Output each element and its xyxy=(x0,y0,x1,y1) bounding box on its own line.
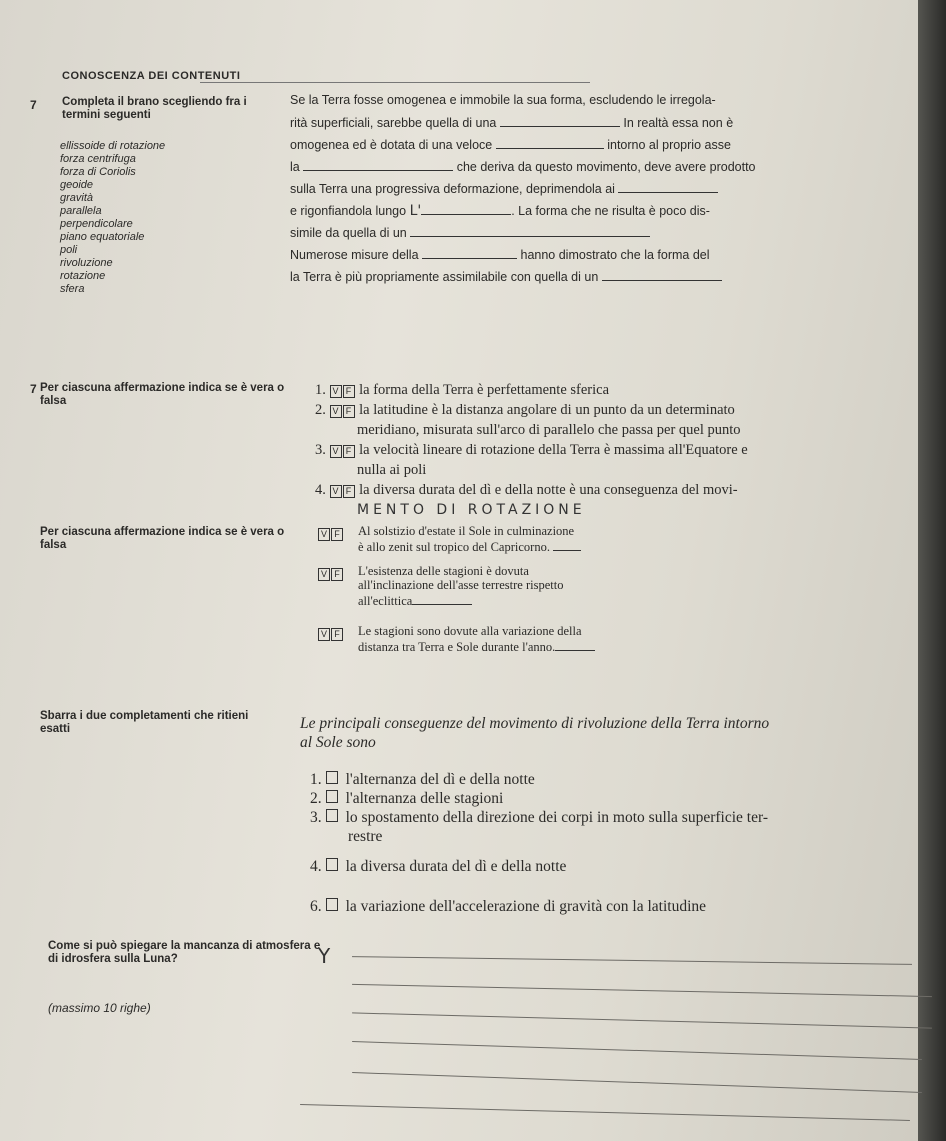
statement-row xyxy=(315,400,748,420)
cloze-text-segment: la xyxy=(290,160,300,174)
option-text: lo spostamento della direzione dei corpi in moto sulla superficie ter- xyxy=(345,809,768,826)
statement-row xyxy=(315,480,748,500)
item-number: 3. xyxy=(315,442,326,458)
blank-field[interactable] xyxy=(602,268,722,281)
question-instruction: Completa il brano scegliendo fra i termini seguenti xyxy=(62,96,247,121)
option-row xyxy=(310,827,768,857)
section-divider xyxy=(200,82,590,83)
statement-row xyxy=(315,420,748,440)
cloze-line xyxy=(290,114,756,136)
statement-text: all'eclittica xyxy=(358,594,413,608)
cloze-text-segment: la Terra è più propriamente assimilabile con quella di un xyxy=(290,270,599,284)
stem-text: al Sole sono xyxy=(300,734,376,751)
term-item: gravità xyxy=(60,192,94,204)
cloze-line xyxy=(290,268,756,290)
blank-field[interactable] xyxy=(500,114,620,127)
false-checkbox[interactable]: F xyxy=(343,405,355,418)
option-row xyxy=(310,897,768,916)
question-instruction: Sbarra i due completamenti che ritieni esatti xyxy=(40,710,249,735)
option-number: 6. xyxy=(310,898,322,915)
false-checkbox[interactable]: F xyxy=(331,528,343,541)
true-checkbox[interactable]: V xyxy=(318,628,330,641)
option-row xyxy=(310,770,768,789)
cloze-text-segment: Se la Terra fosse omogenea e immobile la sua forma, escludendo le irregola- xyxy=(290,93,716,107)
option-checkbox[interactable] xyxy=(326,809,338,822)
statement-text: all'inclinazione dell'asse terrestre rispetto xyxy=(358,578,564,592)
term-item: rivoluzione xyxy=(60,257,113,269)
true-checkbox[interactable]: V xyxy=(330,385,342,398)
handwritten-mark: L' xyxy=(409,203,422,219)
handwritten-answer xyxy=(315,500,748,522)
cloze-line xyxy=(290,158,756,180)
handwritten-text: MENTO DI ROTAZIONE xyxy=(357,502,586,518)
option-list xyxy=(310,770,768,916)
option-number: 4. xyxy=(310,858,322,875)
statement-text: la diversa durata del dì e della notte è una conseguenza del movi- xyxy=(359,482,738,498)
false-checkbox[interactable]: F xyxy=(343,485,355,498)
tf-box-pair xyxy=(318,526,344,541)
question-instruction: Per ciascuna affermazione indica se è vera o falsa xyxy=(40,526,285,551)
cloze-line xyxy=(290,246,756,268)
item-number: 4. xyxy=(315,482,326,498)
option-row xyxy=(310,857,768,897)
true-checkbox[interactable]: V xyxy=(330,405,342,418)
term-item: ellissoide di rotazione xyxy=(60,140,166,152)
option-number: 1. xyxy=(310,771,322,788)
answer-line[interactable] xyxy=(555,638,595,651)
item-number: 2. xyxy=(315,402,326,418)
option-checkbox[interactable] xyxy=(326,790,338,803)
statement xyxy=(358,564,563,608)
section-title: CONOSCENZA DEI CONTENUTI xyxy=(62,70,241,82)
cloze-text-segment: simile da quella di un xyxy=(290,226,407,240)
true-checkbox[interactable]: V xyxy=(318,568,330,581)
option-text: restre xyxy=(348,828,383,845)
true-checkbox[interactable]: V xyxy=(318,528,330,541)
statement-text: la forma della Terra è perfettamente sferica xyxy=(359,382,610,398)
blank-field[interactable] xyxy=(618,180,718,193)
term-item: forza centrifuga xyxy=(60,153,136,165)
term-item: parallela xyxy=(60,205,102,217)
question-number: 7 xyxy=(30,382,37,396)
statement-text: meridiano, misurata sull'arco di parallelo che passa per quel punto xyxy=(357,422,741,438)
blank-field[interactable] xyxy=(410,224,650,237)
statement-text: la velocità lineare di rotazione della Terra è massima all'Equatore e xyxy=(359,442,748,458)
tf-box-pair xyxy=(318,566,344,581)
cloze-text-segment: che deriva da questo movimento, deve avere prodotto xyxy=(456,160,756,174)
cloze-line xyxy=(290,136,756,158)
cloze-text xyxy=(290,92,756,290)
item-number: 1. xyxy=(315,382,326,398)
term-item: perpendicolare xyxy=(60,218,133,230)
false-checkbox[interactable]: F xyxy=(331,628,343,641)
option-checkbox[interactable] xyxy=(326,858,338,871)
option-number: 3. xyxy=(310,809,322,826)
statement-row xyxy=(315,440,748,460)
statement xyxy=(358,524,581,554)
term-item: sfera xyxy=(60,283,85,295)
term-item: piano equatoriale xyxy=(60,231,145,243)
term-item: geoide xyxy=(60,179,94,191)
statement xyxy=(358,624,595,654)
statement-text: distanza tra Terra e Sole durante l'anno. xyxy=(358,640,556,654)
term-item: forza di Coriolis xyxy=(60,166,136,178)
option-row xyxy=(310,789,768,808)
option-checkbox[interactable] xyxy=(326,898,338,911)
false-checkbox[interactable]: F xyxy=(343,445,355,458)
cloze-text-segment: In realtà essa non è xyxy=(623,116,734,130)
statement-text: è allo zenit sul tropico del Capricorno. xyxy=(358,540,550,554)
option-text: l'alternanza del dì e della notte xyxy=(345,771,535,788)
cloze-text-segment: sulla Terra una progressiva deformazione, deprimendola ai xyxy=(290,182,615,196)
cloze-line xyxy=(290,92,756,114)
blank-field[interactable] xyxy=(422,246,517,259)
option-checkbox[interactable] xyxy=(326,771,338,784)
statement-text: Le stagioni sono dovute alla variazione della xyxy=(358,624,582,638)
cloze-line xyxy=(290,180,756,202)
false-checkbox[interactable]: F xyxy=(343,385,355,398)
cloze-line xyxy=(290,224,756,246)
blank-field[interactable] xyxy=(496,136,604,149)
blank-field[interactable] xyxy=(303,158,453,171)
cloze-text-segment: e rigonfiandola lungo xyxy=(290,204,407,218)
question-number: 7 xyxy=(30,98,37,112)
option-text: la variazione dell'accelerazione di gravità con la latitudine xyxy=(345,898,707,915)
cloze-text-segment: hanno dimostrato che la forma del xyxy=(520,248,710,262)
true-checkbox[interactable]: V xyxy=(330,485,342,498)
option-number: 2. xyxy=(310,790,322,807)
cloze-text-segment: intorno al proprio asse xyxy=(607,138,731,152)
statement-text: Al solstizio d'estate il Sole in culminazione xyxy=(358,524,575,538)
true-false-list xyxy=(315,380,748,522)
statement-text: la latitudine è la distanza angolare di un punto da un determinato xyxy=(359,402,735,418)
page-edge-shadow xyxy=(918,0,946,1141)
term-list xyxy=(60,140,165,296)
question-instruction: Per ciascuna affermazione indica se è vera o falsa xyxy=(40,382,285,407)
term-item: rotazione xyxy=(60,270,106,282)
term-item: poli xyxy=(60,244,78,256)
true-checkbox[interactable]: V xyxy=(330,445,342,458)
question-instruction: Come si può spiegare la mancanza di atmosfera e di idrosfera sulla Luna? xyxy=(48,940,321,965)
option-text: l'alternanza delle stagioni xyxy=(345,790,504,807)
length-note: (massimo 10 righe) xyxy=(48,1001,151,1015)
cloze-text-segment: Numerose misure della xyxy=(290,248,419,262)
cloze-text-segment: rità superficiali, sarebbe quella di una xyxy=(290,116,497,130)
statement-row xyxy=(315,380,748,400)
answer-line[interactable] xyxy=(412,592,472,605)
tf-box-pair xyxy=(318,626,344,641)
statement-text: nulla ai poli xyxy=(357,462,427,478)
cloze-text-segment: . La forma che ne risulta è poco dis- xyxy=(511,204,710,218)
cloze-text-segment: omogenea ed è dotata di una veloce xyxy=(290,138,493,152)
stem-text: Le principali conseguenze del movimento di rivoluzione della Terra intorno xyxy=(300,715,770,732)
false-checkbox[interactable]: F xyxy=(331,568,343,581)
handwritten-mark: Y xyxy=(318,944,335,968)
blank-field[interactable] xyxy=(421,202,511,215)
cloze-line xyxy=(290,202,756,224)
statement-text: L'esistenza delle stagioni è dovuta xyxy=(358,564,529,578)
option-text: la diversa durata del dì e della notte xyxy=(345,858,567,875)
statement-row xyxy=(315,460,748,480)
question-stem xyxy=(300,714,769,752)
answer-line[interactable] xyxy=(553,538,581,551)
option-row xyxy=(310,808,768,827)
